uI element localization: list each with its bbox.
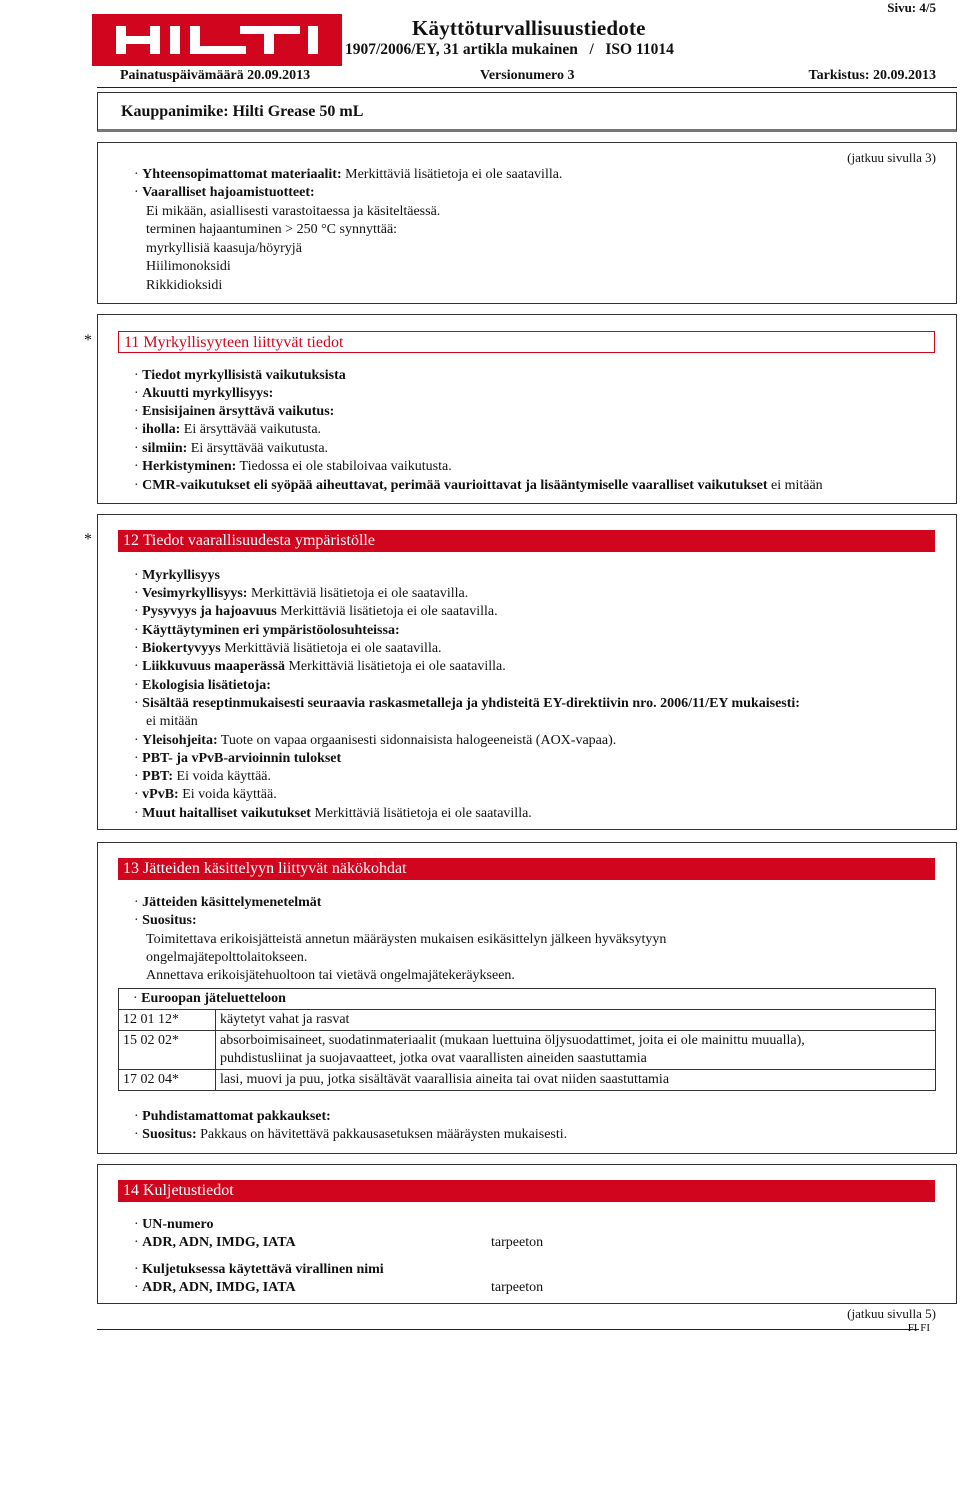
- mobility-soil: · Liikkuvuus maaperässä Merkittäviä lisätietoja ei ole saatavilla.: [134, 659, 506, 674]
- heavy-metals-none: ei mitään: [146, 714, 198, 729]
- toxic-effects-info: · Tiedot myrkyllisistä vaikutuksista: [134, 368, 346, 383]
- carbon-monoxide: Hiilimonoksidi: [146, 259, 231, 274]
- print-date: Painatuspäivämäärä 20.09.2013: [120, 68, 311, 83]
- shipping-name-value: tarpeeton: [491, 1280, 544, 1295]
- un-number-modes: · ADR, ADN, IMDG, IATA: [134, 1235, 296, 1250]
- eye-irritation: · silmiin: Ei ärsyttävää vaikutusta.: [134, 441, 329, 456]
- waste-description: käytetyt vahat ja rasvat: [216, 1010, 936, 1031]
- version-number: Versionumero 3: [480, 68, 575, 83]
- pbt-vpvb-results: · PBT- ja vPvB-arvioinnin tulokset: [134, 751, 342, 766]
- primary-irritant: · Ensisijainen ärsyttävä vaikutus:: [134, 404, 335, 419]
- language-code: FI FI: [907, 1322, 930, 1334]
- european-waste-table: [118, 988, 936, 1091]
- hilti-logo: [92, 14, 342, 66]
- general-notes: · Yleisohjeita: Tuote on vapaa orgaanisesti sidonnaisista halogeeneistä (AOX-vapaa).: [134, 733, 617, 748]
- continued-to: (jatkuu sivulla 5): [847, 1306, 936, 1321]
- incompatible-materials: · Yhteensopimattomat materiaalit: Merkittäviä lisätietoja ei ole saatavilla.: [134, 167, 563, 182]
- un-number: · UN-numero: [134, 1217, 214, 1232]
- table-title: · Euroopan jäteluetteloon: [119, 989, 936, 1010]
- footer-divider: [97, 1329, 919, 1330]
- table-row: [119, 1010, 936, 1031]
- ecological-info: · Ekologisia lisätietoja:: [134, 678, 271, 693]
- section-14-title: 14 Kuljetustiedot: [118, 1180, 935, 1202]
- waste-description: lasi, muovi ja puu, jotka sisältävät vaarallisia aineita tai ovat niiden saastuttamia: [216, 1070, 936, 1091]
- section-12-change-marker: *: [84, 531, 92, 548]
- thermal-decomposition: terminen hajaantuminen > 250 °C synnyttää:: [146, 222, 398, 237]
- bioaccumulation: · Biokertyvyys Merkittäviä lisätietoja ei ole saatavilla.: [134, 641, 442, 656]
- revision-date: Tarkistus: 20.09.2013: [808, 68, 936, 83]
- table-row: [119, 989, 936, 1010]
- waste-code: 12 01 12*: [119, 1010, 216, 1031]
- trade-name-label: Kauppanimike:: [121, 103, 229, 120]
- trade-name: [121, 103, 363, 121]
- toxicity: · Myrkyllisyys: [134, 568, 220, 583]
- cmr-effects: · CMR-vaikutukset eli syöpää aiheuttavat, perimää vaurioittavat ja lisääntymiselle vaaralliset vaikutukset ei mitään: [134, 478, 823, 493]
- waste-recommendation-text-3: Annettava erikoisjätehuoltoon tai vietävä ongelmajätekeräykseen.: [146, 968, 515, 983]
- table-row: [119, 1031, 936, 1070]
- shipping-name: · Kuljetuksessa käytettävä virallinen nimi: [134, 1262, 384, 1277]
- continued-from: (jatkuu sivulla 3): [847, 150, 936, 165]
- section-11-title: 11 Myrkyllisyyteen liittyvät tiedot: [118, 331, 935, 353]
- hazardous-decomposition: · Vaaralliset hajoamistuotteet:: [134, 185, 315, 200]
- decomposition-none: Ei mikään, asiallisesti varastoitaessa ja käsiteltäessä.: [146, 204, 441, 219]
- skin-irritation: · iholla: Ei ärsyttävää vaikutusta.: [134, 422, 322, 437]
- un-number-value: tarpeeton: [491, 1235, 544, 1250]
- waste-code: 15 02 02*: [119, 1031, 216, 1070]
- waste-recommendation-text-1: Toimitettava erikoisjätteistä annetun määräysten mukaisen esikäsittelyn jälkeen hyväksytyyn: [146, 932, 667, 947]
- pbt: · PBT: Ei voida käyttää.: [134, 769, 271, 784]
- section-13-title: 13 Jätteiden käsittelyyn liittyvät näkökohdat: [118, 858, 935, 880]
- packaging-recommendation: · Suositus: Pakkaus on hävitettävä pakkausasetuksen määräysten mukaisesti.: [134, 1127, 568, 1142]
- vpvb: · vPvB: Ei voida käyttää.: [134, 787, 277, 802]
- shipping-name-modes: · ADR, ADN, IMDG, IATA: [134, 1280, 296, 1295]
- header-divider: [97, 87, 957, 88]
- sensitization: · Herkistyminen: Tiedossa ei ole stabiloivaa vaikutusta.: [134, 459, 452, 474]
- heavy-metals: · Sisältää reseptinmukaisesti seuraavia raskasmetalleja ja yhdisteitä EY-direktiivin nro. 2006/11/EY mukaisesti:: [134, 696, 800, 711]
- table-row: [119, 1070, 936, 1091]
- waste-code: 17 02 04*: [119, 1070, 216, 1091]
- persistence-degradability: · Pysyvyys ja hajoavuus Merkittäviä lisätietoja ei ole saatavilla.: [134, 604, 498, 619]
- waste-recommendation: · Suositus:: [134, 913, 197, 928]
- uncleaned-packaging: · Puhdistamattomat pakkaukset:: [134, 1109, 331, 1124]
- behaviour-environment: · Käyttäytyminen eri ympäristöolosuhteissa:: [134, 623, 400, 638]
- other-adverse-effects: · Muut haitalliset vaikutukset Merkittäviä lisätietoja ei ole saatavilla.: [134, 806, 532, 821]
- acute-toxicity: · Akuutti myrkyllisyys:: [134, 386, 274, 401]
- section-12-title: 12 Tiedot vaarallisuudesta ympäristölle: [118, 530, 935, 552]
- document-title: Käyttöturvallisuustiedote: [412, 16, 646, 40]
- waste-methods: · Jätteiden käsittelymenetelmät: [134, 895, 322, 910]
- regulation-line: 1907/2006/EY, 31 artikla mukainen / ISO 11014: [345, 41, 674, 58]
- toxic-gases: myrkyllisiä kaasuja/höyryjä: [146, 241, 302, 256]
- aquatic-toxicity: · Vesimyrkyllisyys: Merkittäviä lisätietoja ei ole saatavilla.: [134, 586, 469, 601]
- waste-description: absorboimisaineet, suodatinmateriaalit (mukaan luettuina öljysuodattimet, joita ei ole mainittu muualla), puhdistusliinat ja suojavaatteet, jotka ovat vaarallisten aineiden saastuttamia: [216, 1031, 936, 1070]
- page-number: Sivu: 4/5: [887, 0, 936, 15]
- waste-recommendation-text-2: ongelmajätepolttolaitokseen.: [146, 950, 308, 965]
- trade-name-value: Hilti Grease 50 mL: [232, 103, 364, 120]
- section-11-change-marker: *: [84, 332, 92, 349]
- sulfur-dioxide: Rikkidioksidi: [146, 278, 223, 293]
